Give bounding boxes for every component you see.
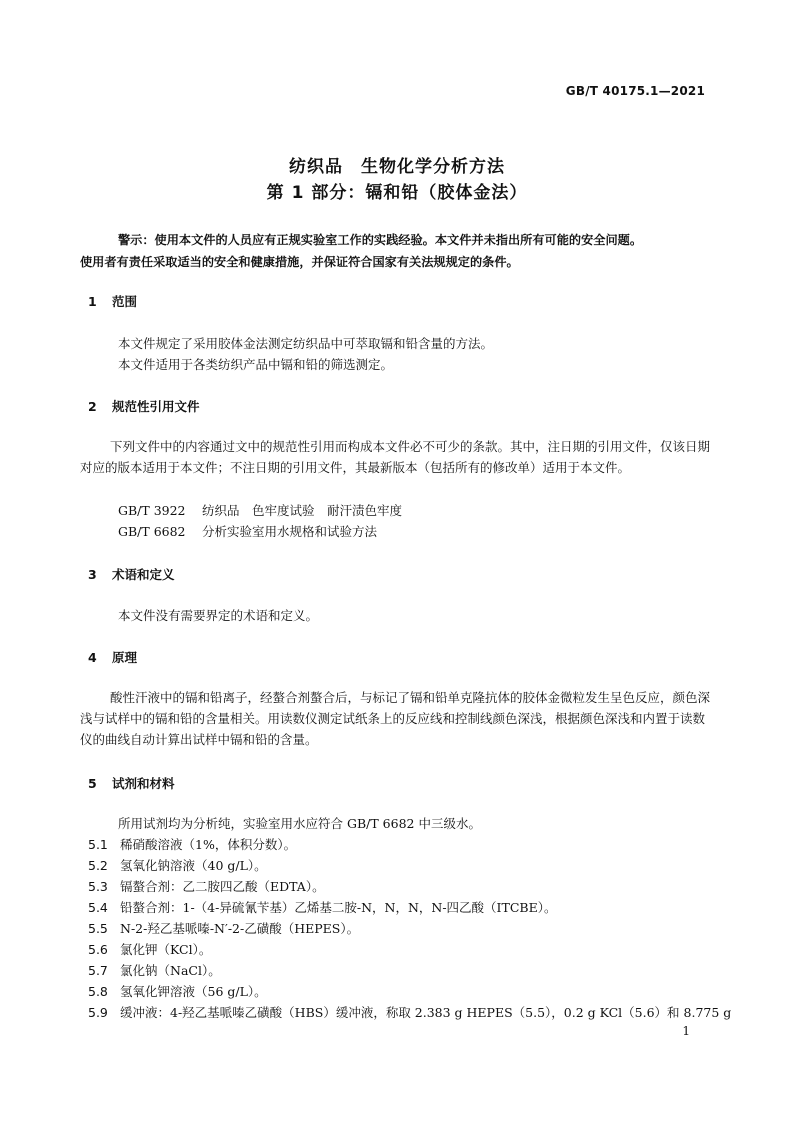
item-text: 氢氧化钾溶液（56 g/L）。: [120, 984, 267, 999]
list-item: [88, 940, 211, 958]
list-item: [88, 898, 556, 916]
item-text: 镉螯合剂：乙二胺四乙酸（EDTA）。: [120, 879, 325, 894]
warning-line-1: 警示：使用本文件的人员应有正规实验室工作的实践经验。本文件并未指出所有可能的安全问题。: [118, 233, 643, 247]
section-number: 3: [88, 567, 97, 582]
paragraph-block: [80, 687, 710, 750]
item-number: 5.1: [88, 837, 108, 852]
item-text: N-2-羟乙基哌嗪-N′-2-乙磺酸（HEPES）。: [120, 921, 360, 936]
section-title: 范围: [112, 294, 138, 309]
item-number: 5.3: [88, 879, 108, 894]
section-heading-2: [88, 397, 200, 415]
item-number: 5.9: [88, 1005, 108, 1020]
section-heading-1: [88, 292, 137, 310]
paragraph: 酸性汗液中的镉和铅离子，经螯合剂螯合后，与标记了镉和铅单克隆抗体的胶体金微粒发生呈色反应，颜色深浅与试样中的镉和铅的含量相关。用读数仪测定试纸条上的反应线和控制线颜色深浅，根据颜色深浅和内置于读数仪的曲线自动计算出试样中镉和铅的含量。: [80, 690, 711, 747]
paragraph: 所用试剂均为分析纯，实验室用水应符合 GB/T 6682 中三级水。: [118, 816, 481, 831]
reference-title: 纺织品 色牢度试验 耐汗渍色牢度: [202, 503, 403, 518]
reference-title: 分析实验室用水规格和试验方法: [202, 524, 378, 539]
list-item: [88, 877, 325, 895]
list-item: [88, 1003, 731, 1021]
item-number: 5.4: [88, 900, 108, 915]
list-item: [88, 982, 267, 1000]
item-number: 5.5: [88, 921, 108, 936]
paragraph: 本文件适用于各类纺织产品中镉和铅的筛选测定。: [118, 357, 394, 372]
warning-line-2: 使用者有责任采取适当的安全和健康措施，并保证符合国家有关法规规定的条件。: [80, 255, 519, 269]
item-number: 5.2: [88, 858, 108, 873]
item-text: 缓冲液：4-羟乙基哌嗪乙磺酸（HBS）缓冲液，称取 2.383 g HEPES（5.5），0.2 g KCl（5.6）和 8.775 g: [120, 1005, 732, 1020]
section-title: 规范性引用文件: [112, 399, 200, 414]
standard-number: GB/T 40175.1—2021: [565, 84, 705, 98]
section-title: 术语和定义: [112, 567, 175, 582]
list-item: [88, 856, 267, 874]
item-number: 5.8: [88, 984, 108, 999]
paragraph: 本文件没有需要界定的术语和定义。: [118, 608, 319, 623]
section-number: 2: [88, 399, 97, 414]
item-text: 氯化钾（KCl）。: [120, 942, 212, 957]
list-item: [88, 919, 359, 937]
paragraph: 本文件规定了采用胶体金法测定纺织品中可萃取镉和铅含量的方法。: [118, 336, 494, 351]
reference-code: GB/T 3922: [118, 503, 186, 518]
section-title: 原理: [112, 650, 138, 665]
section-heading-5: [88, 774, 175, 792]
page-number: 1: [682, 1024, 690, 1038]
document-title: 纺织品 生物化学分析方法: [289, 157, 505, 177]
item-text: 稀硝酸溶液（1%，体积分数）。: [120, 837, 297, 852]
item-number: 5.7: [88, 963, 108, 978]
list-item: [88, 961, 221, 979]
paragraph: 下列文件中的内容通过文中的规范性引用而构成本文件必不可少的条款。其中，注日期的引用文件，仅该日期对应的版本适用于本文件；不注日期的引用文件，其最新版本（包括所有的修改单）适用于本文件。: [80, 439, 711, 475]
list-item: [88, 835, 296, 853]
reference-code: GB/T 6682: [118, 524, 186, 539]
warning-block: [80, 229, 708, 273]
item-text: 氯化钠（NaCl）。: [120, 963, 221, 978]
section-number: 5: [88, 776, 97, 791]
document-subtitle: 第 1 部分：镉和铅（胶体金法）: [266, 183, 528, 203]
section-number: 4: [88, 650, 97, 665]
section-number: 1: [88, 294, 97, 309]
section-heading-4: [88, 648, 137, 666]
item-number: 5.6: [88, 942, 108, 957]
section-heading-3: [88, 565, 175, 583]
paragraph-block: [80, 436, 710, 478]
item-text: 铅螯合剂：1-（4-异硫氰苄基）乙烯基二胺-N，N，N，N-四乙酸（ITCBE）。: [120, 900, 557, 915]
section-title: 试剂和材料: [112, 776, 175, 791]
reference-item: [118, 501, 402, 519]
reference-item: [118, 522, 377, 540]
item-text: 氢氧化钠溶液（40 g/L）。: [120, 858, 267, 873]
